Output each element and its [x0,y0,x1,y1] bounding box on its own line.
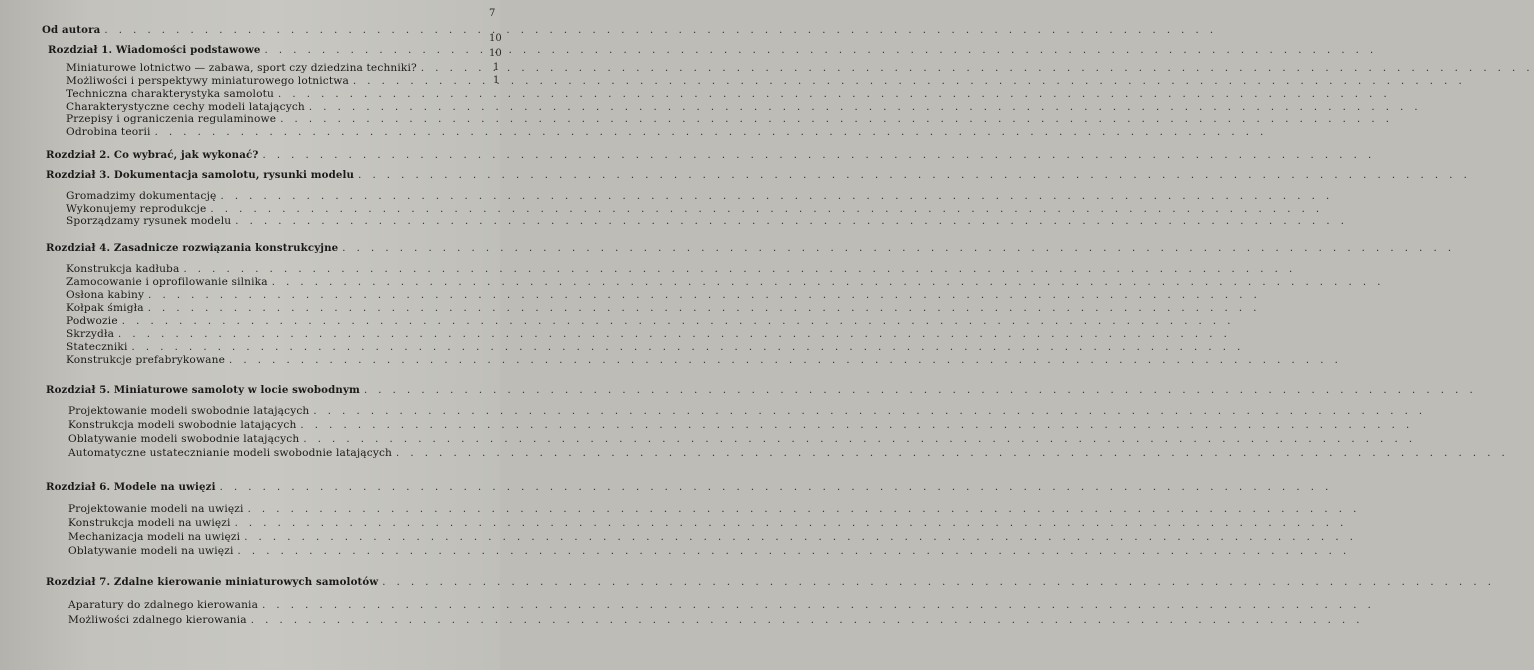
toc-item: Kołpak śmigła . . . [66,302,480,314]
toc-item: Podwozie . . . [66,315,480,327]
toc-chapter-2 [46,149,480,161]
toc-item: Konstrukcje prefabrykowane . . . [66,354,480,366]
toc-page [0,0,500,670]
toc-item: Projektowanie modeli na uwięzi . . . [68,503,480,515]
toc-chapter-1 [48,44,478,56]
toc-chapter-3 [46,169,480,181]
toc-item: Mechanizacja modeli na uwięzi . . . [68,531,480,543]
toc-item: Oblatywanie modeli swobodnie latających . . . [68,433,480,445]
toc-item: Możliwości zdalnego kierowania . . . [68,614,480,626]
toc-item: Skrzydła . . . [66,328,480,340]
toc-item: Gromadzimy dokumentację . . . [66,190,480,202]
toc-item: Konstrukcja modeli swobodnie latających . . . [68,419,480,431]
toc-item: Charakterystyczne cechy modeli latających . . . [66,101,480,113]
chapter-title: Rozdział 1. Wiadomości podstawowe [48,44,261,56]
toc-item: Miniaturowe lotnictwo — zabawa, sport czy dziedzina techniki? . . . [66,62,480,74]
toc-item: Wykonujemy reprodukcje . . . [66,203,480,215]
toc-item: Sporządzamy rysunek modelu . . . [66,215,480,227]
toc-chapter-5 [46,384,480,396]
page-number: 10 [489,48,502,59]
toc-chapter-4 [46,242,480,254]
toc-item: Aparatury do zdalnego kierowania . . . [68,599,480,611]
toc-item: Osłona kabiny . . . [66,289,480,301]
chapter-title: Rozdział 2. Co wybrać, jak wykonać? [46,149,259,161]
preface-title: Od autora [42,24,101,36]
toc-item: Konstrukcja kadłuba . . . [66,263,480,275]
chapter-title: Rozdział 5. Miniaturowe samoloty w locie swobodnym [46,384,360,396]
page-number: 7 [489,8,496,19]
toc-chapter-7 [46,576,480,588]
toc-chapter-6 [46,481,480,493]
chapter-title: Rozdział 7. Zdalne kierowanie miniaturowych samolotów [46,576,379,588]
chapter-title: Rozdział 3. Dokumentacja samolotu, rysunki modelu [46,169,355,181]
toc-item: Przepisy i ograniczenia regulaminowe . . . [66,113,480,125]
toc-preface [42,24,472,36]
toc-item: Odrobina teorii . . . [66,126,480,138]
toc-item: Możliwości i perspektywy miniaturowego lotnictwa . . . [66,75,480,87]
toc-item: Techniczna charakterystyka samolotu . . . [66,88,480,100]
toc-item: Konstrukcja modeli na uwięzi . . . [68,517,480,529]
chapter-title: Rozdział 4. Zasadnicze rozwiązania konstrukcyjne [46,242,339,254]
toc-item: Oblatywanie modeli na uwięzi . . . [68,545,480,557]
page-number: 1 [493,62,500,73]
toc-item: Automatyczne ustatecznianie modeli swobodnie latających . . . [68,447,480,459]
chapter-title: Rozdział 6. Modele na uwięzi [46,481,216,493]
page-number: 1 [493,75,500,86]
toc-item: Stateczniki . . . [66,341,480,353]
toc-item: Zamocowanie i oprofilowanie silnika . . . [66,276,480,288]
page-number: 10 [489,33,502,44]
toc-item: Projektowanie modeli swobodnie latających . . . [68,405,480,417]
